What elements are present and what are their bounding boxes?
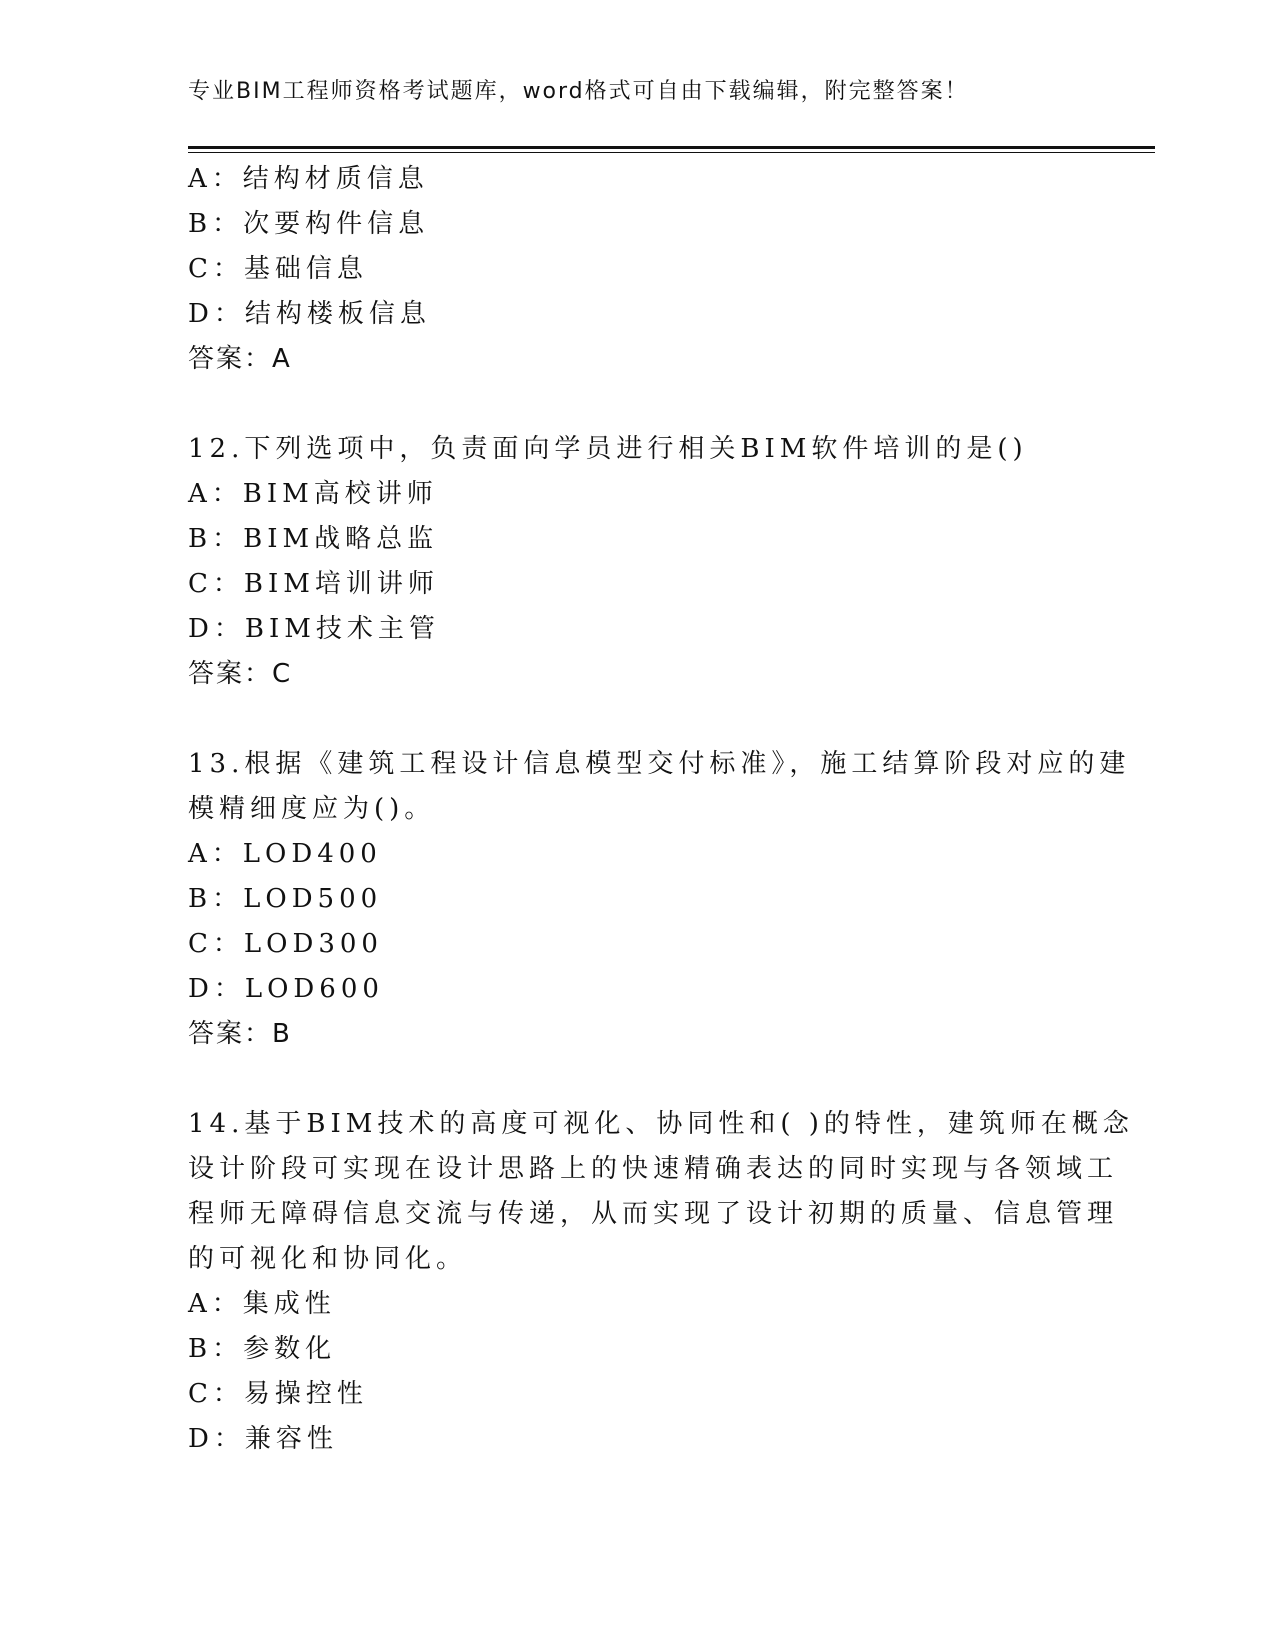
question-12 xyxy=(188,427,1088,697)
option-c: C：LOD300 xyxy=(188,929,383,959)
question-13 xyxy=(188,742,1131,1057)
option-b: B：BIM战略总监 xyxy=(188,524,439,554)
option-c: C：BIM培训讲师 xyxy=(188,569,439,599)
page-header: 专业BIM工程师资格考试题库，word格式可自由下载编辑，附完整答案！ xyxy=(188,79,969,104)
question-text xyxy=(188,1102,1134,1282)
header-rule-thick xyxy=(188,146,1155,149)
header-rule-thin xyxy=(188,152,1155,153)
question-text-line: 的可视化和协同化。 xyxy=(188,1244,468,1274)
question-14 xyxy=(188,1102,1134,1462)
option-a: A：BIM高校讲师 xyxy=(188,479,438,509)
question-11-continuation xyxy=(188,157,1088,382)
spacer xyxy=(188,1057,1088,1102)
spacer xyxy=(188,697,1088,742)
option-d: D：结构楼板信息 xyxy=(188,299,431,329)
option-a: A：结构材质信息 xyxy=(188,164,429,194)
question-text-line: 13.根据《建筑工程设计信息模型交付标准》，施工结算阶段对应的建 xyxy=(188,749,1131,779)
question-text xyxy=(188,427,1088,472)
answer-line: 答案：B xyxy=(188,1019,292,1049)
option-a: A：LOD400 xyxy=(188,839,382,869)
answer-line: 答案：A xyxy=(188,344,292,374)
question-list xyxy=(188,157,1134,1462)
question-text-line: 12.下列选项中，负责面向学员进行相关BIM软件培训的是() xyxy=(188,434,1028,464)
spacer xyxy=(188,382,1088,427)
question-text-line: 程师无障碍信息交流与传递，从而实现了设计初期的质量、信息管理 xyxy=(188,1199,1119,1229)
question-text-line: 模精细度应为()。 xyxy=(188,794,436,824)
option-b: B：次要构件信息 xyxy=(188,209,430,239)
answer-line: 答案：C xyxy=(188,659,293,689)
option-b: B：参数化 xyxy=(188,1334,337,1364)
option-b: B：LOD500 xyxy=(188,884,383,914)
option-a: A：集成性 xyxy=(188,1289,336,1319)
question-text-line: 设计阶段可实现在设计思路上的快速精确表达的同时实现与各领域工 xyxy=(188,1154,1119,1184)
option-d: D：LOD600 xyxy=(188,974,384,1004)
question-text xyxy=(188,742,1131,832)
question-text-line: 14.基于BIM技术的高度可视化、协同性和( )的特性，建筑师在概念 xyxy=(188,1109,1134,1139)
option-c: C：基础信息 xyxy=(188,254,368,284)
option-c: C：易操控性 xyxy=(188,1379,368,1409)
option-d: D：BIM技术主管 xyxy=(188,614,440,644)
option-d: D：兼容性 xyxy=(188,1424,338,1454)
